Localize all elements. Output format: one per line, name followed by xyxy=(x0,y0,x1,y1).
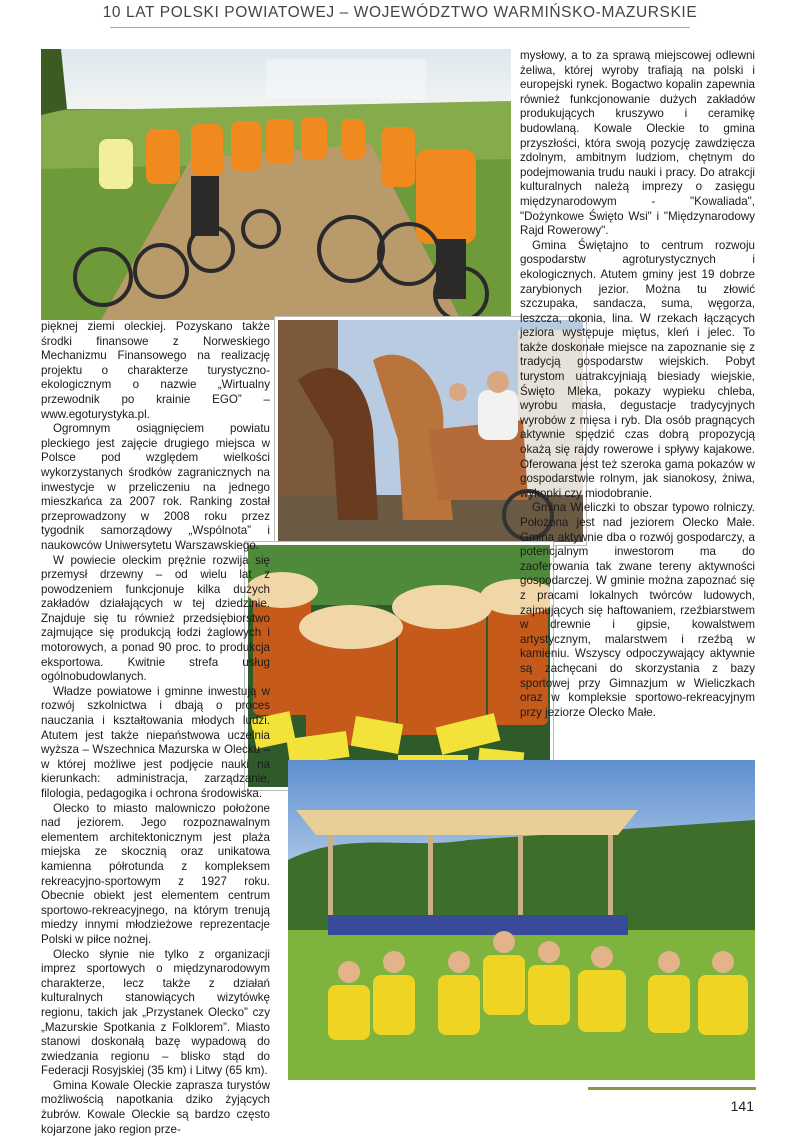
footer-rule xyxy=(588,1087,756,1090)
paragraph: Gmina Świętajno to centrum rozwoju gospodarstw agroturystycznych i ekologicznych. Atutem gminy jest 19 dobrze zarybionych jezior. Można tu złowić szczupaka, sandacza, suma, węgorza, leszcza, okonia, lina. W rzekach łączących jeziora występuje miętus, kleń i jelec. To także doskonałe miejsce na zapoznanie się z tradycją gospodarstw wiejskich. Pobyt turystom uatrakcyjniają biesiady wiejskie, Święto Mleka, pokazy wypieku chleba, wyrobu masła, degustacje tradycyjnych wyrobów z mięsa i ryb. Dla osób pragnących aktywnie spędzić czas dobrą propozycją okażą się rajdy rowerowe i spływy kajakowe. Oferowana jest też szeroka gama pokazów w gospodarstwie rolnym, jak sianokosy, żniwa, wykopki czy miodobranie. xyxy=(520,238,755,500)
paragraph: Olecko to miasto malowniczo położone nad jeziorem. Jego rozpoznawalnym elementem architektonicznym jest plaża miejska ze skocznią oraz unikatowa kamienna półrotunda z kompleksem rekreacyjno-sportowym z 1927 roku. Obecnie obiekt jest elementem centrum sportowo-rekreacyjnego, na którym trenują miedzy innymi młodzieżowe reprezentacje Polski w piłce nożnej. xyxy=(41,801,270,946)
left-column-text xyxy=(41,320,270,1137)
paragraph: Ogromnym osiągnięciem powiatu pleckiego jest zajęcie drugiego miejsca w Polsce pod względem wielkości wykorzystanych środków zagranicznych na inwestycje w przeliczeniu na jednego mieszkańca za 2007 rok. Ranking został przeprowadzony w 2008 roku przez tygodnik samorządowy „Wspólnota” i naukowców Uniwersytetu Warszawskiego. xyxy=(41,422,270,552)
paragraph: Olecko słynie nie tylko z organizacji imprez sportowych o międzynarodowym charakterze, lecz także z działań kulturalnych stanowiących wizytówkę regionu, takich jak „Przystanek Olecko” czy „Mazurskie Spotkania z Folklorem”. Miasto stanowi doskonałą bazę wypadową do zwiedzania regionu – blisko stąd do Federacji Rosyjskiej (35 km) i Litwy (65 km). xyxy=(41,947,270,1078)
header-rule xyxy=(110,27,690,28)
right-column-text xyxy=(520,49,755,720)
paragraph: mysłowy, a to za sprawą miejscowej odlewni żeliwa, której wyroby trafiają na polski i europejski rynek. Bogactwo kopalin zapewnia również funkcjonowanie dużych zakładów produkujących kruszywo i ceramikę budowlaną. Kowale Oleckie to gmina przyszłości, która swoją pozycję zawdzięcza zdolnym, ambitnym ludziom, chętnym do podejmowania trudu nauki i pracy. Do atrakcji kulturalnych należą imprezy o zasięgu międzynarodowym - "Kowaliada", "Dożynkowe Święto Wsi" i "Międzynarodowy Rajd Rowerowy". xyxy=(520,49,755,238)
honey-jars-photo xyxy=(245,542,553,790)
stadium-children-photo xyxy=(288,760,755,1080)
paragraph: Gmina Kowale Oleckie zaprasza turystów możliwością napotkania dziko żyjących żubrów. Kowale Oleckie są bardzo często kojarzone jako region prze- xyxy=(41,1078,270,1136)
paragraph: pięknej ziemi oleckiej. Pozyskano także środki finansowe z Norweskiego Mechanizmu Finansowego na realizację projektu o charakterze turystyczno-ekologicznym o nazwie „Wirtualny przewodnik po krainie EGO” – www.egoturystyka.pl. xyxy=(41,320,270,421)
cyclists-group-photo xyxy=(41,49,511,320)
paragraph: Gmina Wieliczki to obszar typowo rolniczy. Położona jest nad jeziorem Olecko Małe. Gmina aktywnie dba o rozwój gospodarczy, a potencjalnym inwestorom ma do zaoferowania tak zwane tereny aktywności gospodarczej. W gminie można zapoznać się z pracami lokalnych twórców ludowych, zajmujących się haftowaniem, rzeźbiarstwem w drewnie i gipsie, kowalstwem artystycznym, malarstwem i rzeźbą w kamieniu. Wszyscy odpoczywający aktywnie są zachęcani do skorzystania z bazy sportowej przy Gimnazjum w Wieliczkach oraz w kompleksie sportowo-rekreacyjnym przy jeziorze Olecko Małe. xyxy=(520,501,755,719)
page-number: 141 xyxy=(730,1098,754,1114)
paragraph: W powiecie oleckim prężnie rozwija się przemysł drzewny – od wielu lat z powodzeniem funkcjonuje kilka dużych zakładów działających w tej dziedzinie. Znajduje się tu również przedsiębiorstwo zajmujące się produkcją łodzi żaglowych i motorowych, a ponad 90 proc. to produkcja eksportowa. Kwitnie strefa usług ogólnobudowlanych. xyxy=(41,553,270,684)
paragraph: Władze powiatowe i gminne inwestują w rozwój szkolnictwa i dbają o proces nauczania i kształtowania młodych ludzi. Atutem jest także niepaństwowa uczelnia wyższa – Wszechnica Mazurska w Olecku – w której możliwe jest podjęcie nauki na kierunkach: administracja, zarządzanie, filologia, pedagogika i ochrona środowiska. xyxy=(41,684,270,800)
running-header: 10 LAT POLSKI POWIATOWEJ – WOJEWÓDZTWO WARMIŃSKO-MAZURSKIE xyxy=(102,4,698,21)
